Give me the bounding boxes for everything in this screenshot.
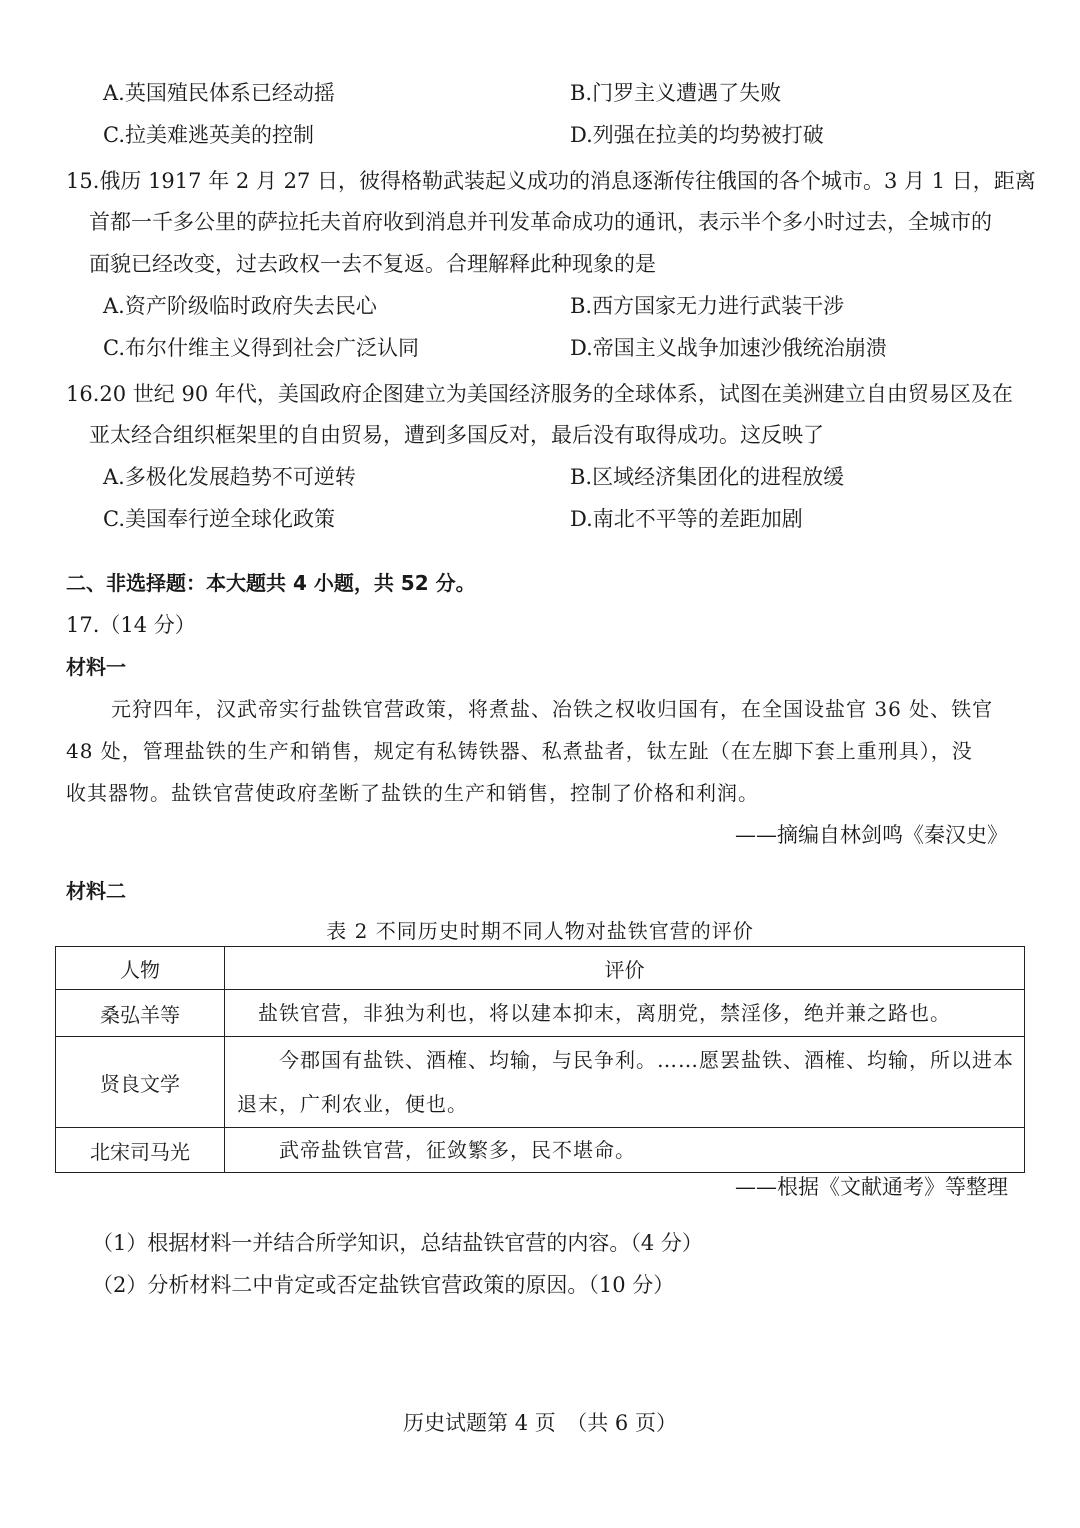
table-cell-person: 桑弘羊等 xyxy=(56,990,225,1037)
q17-subquestion-1: （1）根据材料一并结合所学知识，总结盐铁官营的内容。（4 分） xyxy=(92,1231,703,1255)
q14-option-a: A.英国殖民体系已经动摇 xyxy=(103,81,335,105)
q15-option-c: C.布尔什维主义得到社会广泛认同 xyxy=(103,336,419,360)
table-cell-person: 贤良文学 xyxy=(56,1037,225,1128)
evaluation-table xyxy=(55,946,1025,1173)
q15-option-d: D.帝国主义战争加速沙俄统治崩溃 xyxy=(570,336,887,360)
table-row xyxy=(56,1037,1025,1128)
q16-option-c: C.美国奉行逆全球化政策 xyxy=(103,507,335,531)
material1-source: ——摘编自林剑鸣《秦汉史》 xyxy=(735,823,1008,847)
table-header-row xyxy=(56,947,1025,990)
table-row xyxy=(56,1128,1025,1173)
table-cell-evaluation: 武帝盐铁官营，征敛繁多，民不堪命。 xyxy=(225,1128,1025,1173)
table-caption: 表 2 不同历史时期不同人物对盐铁官营的评价 xyxy=(326,919,754,943)
material1-line1: 元狩四年，汉武帝实行盐铁官营政策，将煮盐、冶铁之权收归国有，在全国设盐官 36 处、铁官 xyxy=(111,697,994,721)
section2-heading: 二、非选择题：本大题共 4 小题，共 52 分。 xyxy=(66,571,476,595)
material1-line3: 收其器物。盐铁官营使政府垄断了盐铁的生产和销售，控制了价格和利润。 xyxy=(66,781,759,805)
q15-stem-line2: 首都一千多公里的萨拉托夫首府收到消息并刊发革命成功的通讯，表示半个多小时过去，全城市的 xyxy=(89,210,992,234)
q17-subquestion-2: （2）分析材料二中肯定或否定盐铁官营政策的原因。（10 分） xyxy=(92,1273,675,1297)
table-cell-evaluation: 盐铁官营，非独为利也，将以建本抑末，离朋党，禁淫侈，绝并兼之路也。 xyxy=(225,990,1025,1037)
q15-option-a: A.资产阶级临时政府失去民心 xyxy=(103,294,377,318)
table-row xyxy=(56,990,1025,1037)
q15-stem-line3: 面貌已经改变，过去政权一去不复返。合理解释此种现象的是 xyxy=(89,252,656,276)
table-cell-evaluation: 今郡国有盐铁、酒榷、均输，与民争利。……愿罢盐铁、酒榷、均输，所以进本退末，广利农业，便也。 xyxy=(225,1037,1025,1128)
table-header-evaluation: 评价 xyxy=(225,947,1025,990)
q16-stem-line1: 16.20 世纪 90 年代，美国政府企图建立为美国经济服务的全球体系，试图在美洲建立自由贸易区及在 xyxy=(66,382,1013,406)
material1-label: 材料一 xyxy=(66,655,126,679)
q15-option-b: B.西方国家无力进行武装干涉 xyxy=(570,294,845,318)
material2-source: ——根据《文献通考》等整理 xyxy=(735,1175,1008,1199)
q16-option-a: A.多极化发展趋势不可逆转 xyxy=(103,465,356,489)
q16-option-b: B.区域经济集团化的进程放缓 xyxy=(570,465,845,489)
page-footer: 历史试题第 4 页 （共 6 页） xyxy=(403,1411,677,1435)
q16-option-d: D.南北不平等的差距加剧 xyxy=(570,507,803,531)
material1-line2: 48 处，管理盐铁的生产和销售，规定有私铸铁器、私煮盐者，钛左趾（在左脚下套上重刑具），没 xyxy=(66,739,973,763)
q14-option-d: D.列强在拉美的均势被打破 xyxy=(570,123,824,147)
table-header-person: 人物 xyxy=(56,947,225,990)
q14-option-b: B.门罗主义遭遇了失败 xyxy=(570,81,782,105)
q17-number: 17.（14 分） xyxy=(66,613,196,637)
q14-option-c: C.拉美难逃英美的控制 xyxy=(103,123,314,147)
table-cell-person: 北宋司马光 xyxy=(56,1128,225,1173)
q15-stem-line1: 15.俄历 1917 年 2 月 27 日，彼得格勒武装起义成功的消息逐渐传往俄国的各个城市。3 月 1 日，距离 xyxy=(66,169,1036,193)
material2-label: 材料二 xyxy=(66,879,126,903)
q16-stem-line2: 亚太经合组织框架里的自由贸易，遭到多国反对，最后没有取得成功。这反映了 xyxy=(89,423,824,447)
